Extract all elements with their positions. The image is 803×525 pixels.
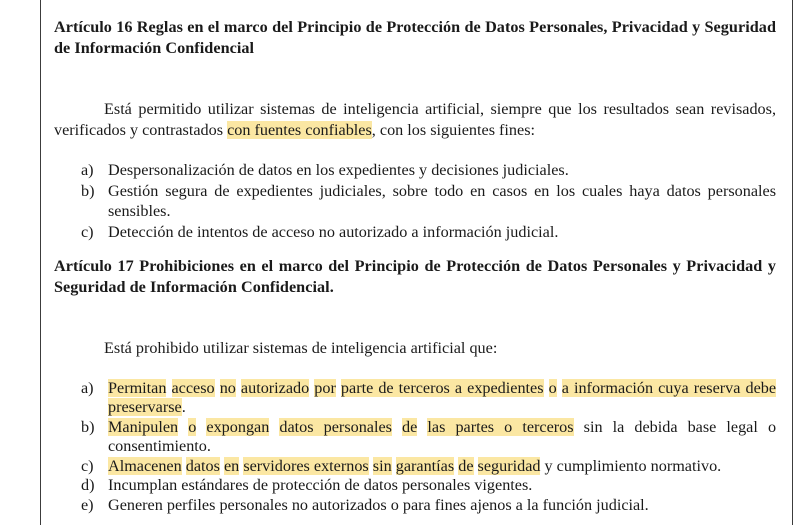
list-marker: b) (81, 181, 95, 200)
highlighted-text: o (548, 378, 557, 397)
highlighted-text: autorizado (240, 378, 310, 397)
highlighted-text: de (402, 417, 418, 436)
list-item-text: Despersonalización de datos en los expedientes y decisiones judiciales. (108, 161, 569, 179)
list-item (54, 222, 776, 243)
list-marker: d) (81, 476, 95, 495)
list-item-text: Detección de intentos de acceso no autorizado a información judicial. (108, 222, 559, 241)
highlighted-text: de (458, 456, 474, 475)
list-marker: a) (81, 378, 94, 397)
article-17-intro: Está prohibido utilizar sistemas de inteligencia artificial que: (104, 339, 498, 357)
highlighted-text: Manipulen (108, 417, 179, 436)
document-page (54, 17, 776, 516)
highlighted-text: Permitan (108, 378, 167, 397)
highlighted-text: las partes o terceros (427, 417, 574, 436)
highlighted-text: no (219, 378, 236, 397)
text-run (474, 457, 478, 475)
highlighted-text: o (188, 417, 197, 436)
text-run (269, 418, 279, 436)
list-item (54, 418, 776, 457)
list-marker: e) (81, 496, 94, 515)
article-17-heading: Artículo 17 Prohibiciones en el marco del Principio de Protección de Datos Personales y Privacidad y Seguridad de Información Confidencial. (54, 257, 776, 296)
article-16-intro (54, 99, 776, 140)
list-item-text: Gestión segura de expedientes judiciales, sobre todo en casos en los cuales haya datos personales sensibles. (108, 181, 776, 220)
list-item (54, 496, 776, 516)
text-run (178, 418, 188, 436)
text-run (544, 379, 549, 397)
text-run (196, 418, 206, 436)
list-item-text (108, 496, 649, 514)
highlighted-text: en (223, 456, 240, 475)
highlighted-text: a información cuya reserva debe preservarse (108, 378, 777, 417)
article-16-heading: Artículo 16 Reglas en el marco del Principio de Protección de Datos Personales, Privacidad y Seguridad de Información Confidencial (54, 18, 776, 57)
highlighted-text: con fuentes confiables (227, 120, 372, 139)
list-item (54, 181, 776, 222)
list-item (54, 160, 776, 181)
highlighted-text: datos (185, 456, 220, 475)
text-run: Incumplan estándares de protección de datos personales vigentes. (108, 476, 533, 495)
text-run (215, 379, 220, 397)
text-run (392, 418, 402, 436)
text-run (417, 418, 427, 436)
list-item-text (108, 418, 776, 456)
page-border-right (792, 0, 793, 525)
article-17-list (54, 379, 776, 516)
list-marker: a) (81, 161, 94, 179)
text-run: . (181, 398, 186, 417)
article-16-intro-text: Está permitido utilizar sistemas de inteligencia artificial, siempre que los resultados sean revisados, verificados y contrastados (54, 100, 776, 139)
highlighted-text: acceso (171, 378, 215, 397)
list-marker: b) (81, 417, 95, 436)
text-run: sin la debida base legal o consentimiento. (108, 417, 777, 456)
list-item (54, 379, 776, 418)
list-item (54, 457, 776, 477)
article-16-intro-tail: , con los siguientes fines: (371, 120, 535, 139)
highlighted-text: datos personales (279, 417, 392, 436)
highlighted-text: seguridad (477, 456, 541, 475)
highlighted-text: parte de terceros a expedientes (340, 378, 544, 397)
page-border-left (40, 0, 41, 525)
highlighted-text: garantías (395, 456, 455, 475)
text-run: Generen perfiles personales no autorizados o para fines ajenos a la función judicial. (108, 496, 649, 515)
highlighted-text: Almacenen (108, 456, 182, 475)
text-run (557, 379, 562, 397)
list-marker: c) (81, 222, 94, 241)
list-marker: c) (81, 456, 94, 475)
list-item-text (108, 457, 721, 475)
text-run (166, 379, 171, 397)
article-16-list (54, 160, 776, 242)
list-item (54, 476, 776, 496)
highlighted-text: por (314, 378, 336, 397)
highlighted-text: expongan (206, 417, 270, 436)
list-item-text (108, 476, 532, 494)
text-run: y cumplimiento normativo. (540, 456, 722, 475)
highlighted-text: servidores externos (243, 456, 369, 475)
highlighted-text: sin (372, 456, 392, 475)
list-item-text (108, 379, 776, 417)
